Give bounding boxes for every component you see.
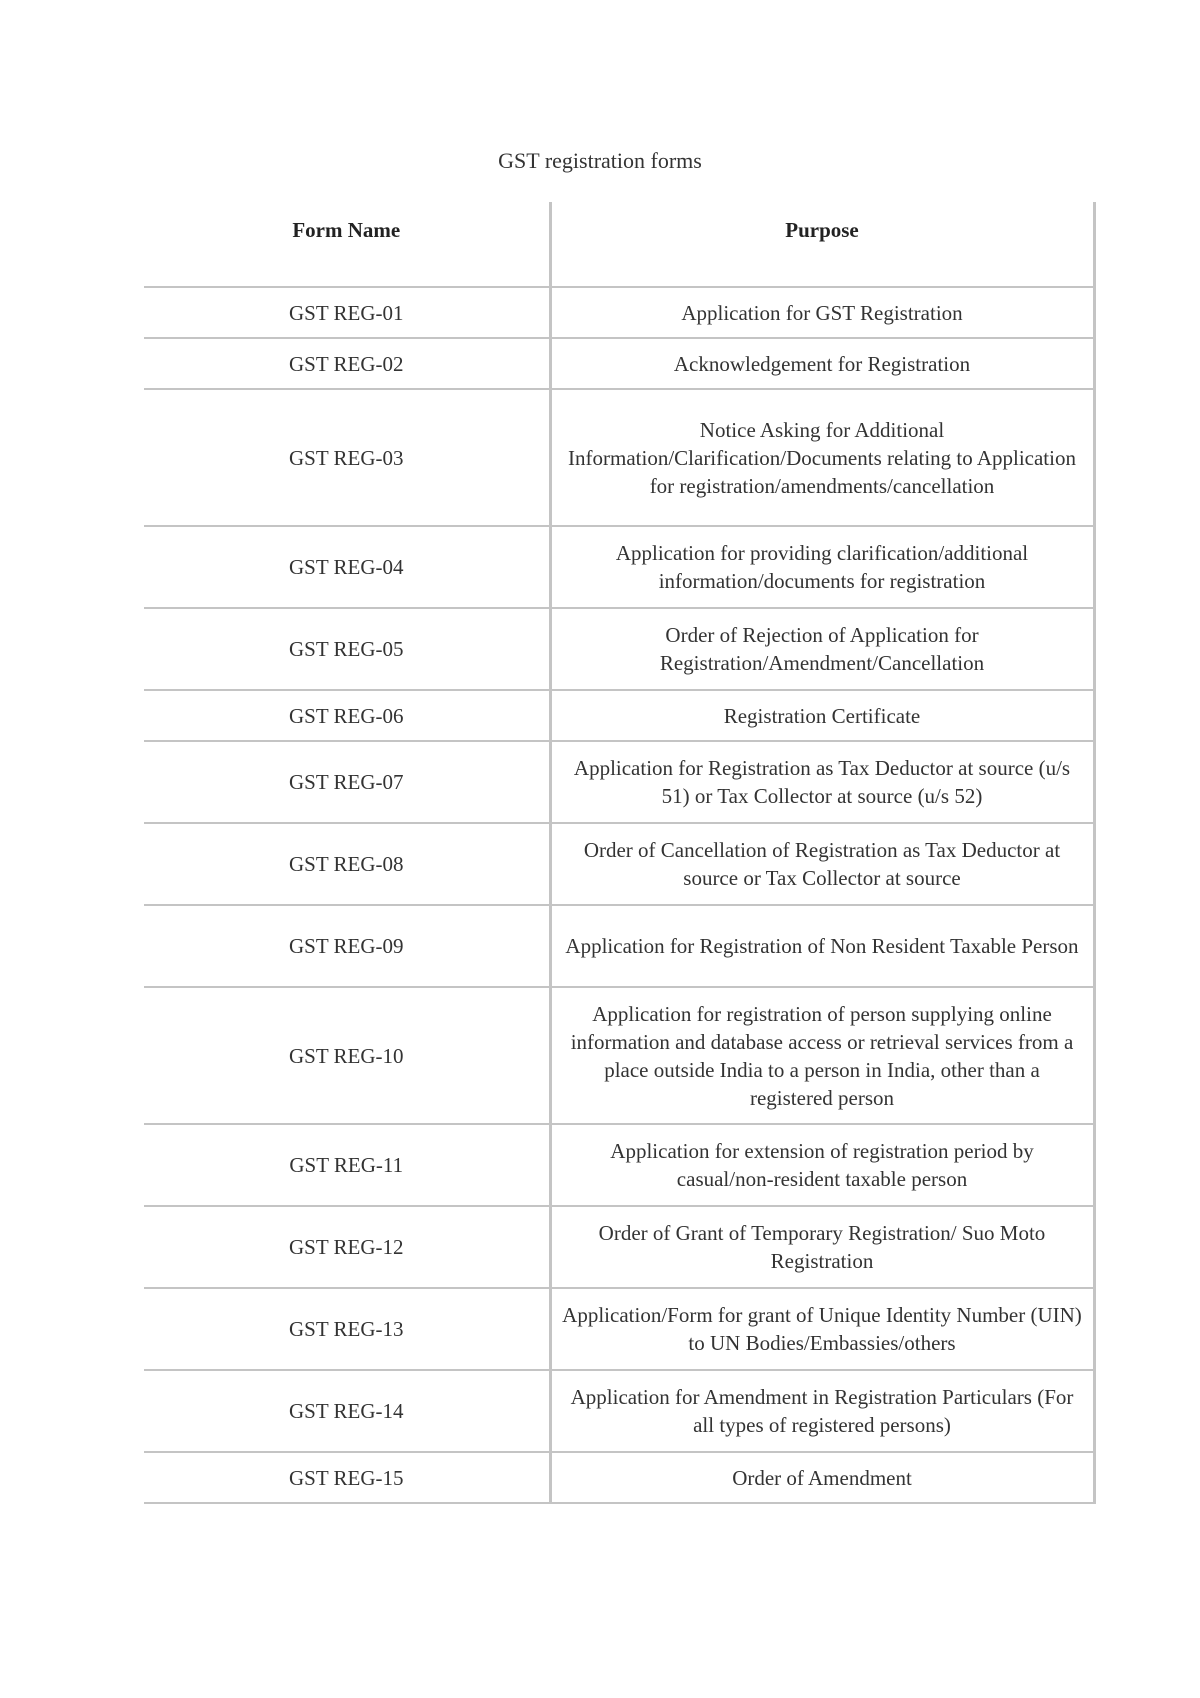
purpose-cell: Application for Registration of Non Resident Taxable Person [550,905,1094,987]
purpose-cell: Notice Asking for Additional Information/Clarification/Documents relating to Application for registration/amendments/cancellation [550,389,1094,526]
purpose-cell: Application for registration of person supplying online information and database access or retrieval services from a place outside India to a person in India, other than a registered person [550,987,1094,1124]
form-name-cell: GST REG-13 [144,1288,550,1370]
table-row [144,287,1094,338]
form-name-cell: GST REG-04 [144,526,550,608]
purpose-cell: Order of Cancellation of Registration as Tax Deductor at source or Tax Collector at source [550,823,1094,905]
purpose-cell: Application for providing clarification/additional information/documents for registration [550,526,1094,608]
form-name-cell: GST REG-02 [144,338,550,389]
table-row [144,1370,1094,1452]
form-name-cell: GST REG-15 [144,1452,550,1503]
form-name-cell: GST REG-08 [144,823,550,905]
column-header-purpose: Purpose [550,202,1094,287]
table-row [144,1288,1094,1370]
table-row [144,1206,1094,1288]
table-row [144,526,1094,608]
form-name-cell: GST REG-01 [144,287,550,338]
table-row [144,823,1094,905]
table-row [144,741,1094,823]
purpose-cell: Application for extension of registration period by casual/non-resident taxable person [550,1124,1094,1206]
form-name-cell: GST REG-09 [144,905,550,987]
form-name-cell: GST REG-11 [144,1124,550,1206]
purpose-cell: Application/Form for grant of Unique Identity Number (UIN) to UN Bodies/Embassies/others [550,1288,1094,1370]
form-name-cell: GST REG-06 [144,690,550,741]
purpose-cell: Order of Grant of Temporary Registration/ Suo Moto Registration [550,1206,1094,1288]
purpose-cell: Application for Amendment in Registration Particulars (For all types of registered persons) [550,1370,1094,1452]
purpose-cell: Application for Registration as Tax Deductor at source (u/s 51) or Tax Collector at source (u/s 52) [550,741,1094,823]
table-row [144,987,1094,1124]
table-header-row [144,202,1094,287]
form-name-cell: GST REG-03 [144,389,550,526]
form-name-cell: GST REG-10 [144,987,550,1124]
table-row [144,338,1094,389]
purpose-cell: Registration Certificate [550,690,1094,741]
purpose-cell: Application for GST Registration [550,287,1094,338]
table-row [144,1124,1094,1206]
form-name-cell: GST REG-12 [144,1206,550,1288]
form-name-cell: GST REG-07 [144,741,550,823]
purpose-cell: Acknowledgement for Registration [550,338,1094,389]
table-row [144,905,1094,987]
table-row [144,1452,1094,1503]
table-row [144,690,1094,741]
gst-forms-table [144,202,1096,1504]
page-title: GST registration forms [498,148,702,173]
table-row [144,608,1094,690]
purpose-cell: Order of Amendment [550,1452,1094,1503]
column-header-form-name: Form Name [144,202,550,287]
form-name-cell: GST REG-05 [144,608,550,690]
table-row [144,389,1094,526]
form-name-cell: GST REG-14 [144,1370,550,1452]
purpose-cell: Order of Rejection of Application for Registration/Amendment/Cancellation [550,608,1094,690]
